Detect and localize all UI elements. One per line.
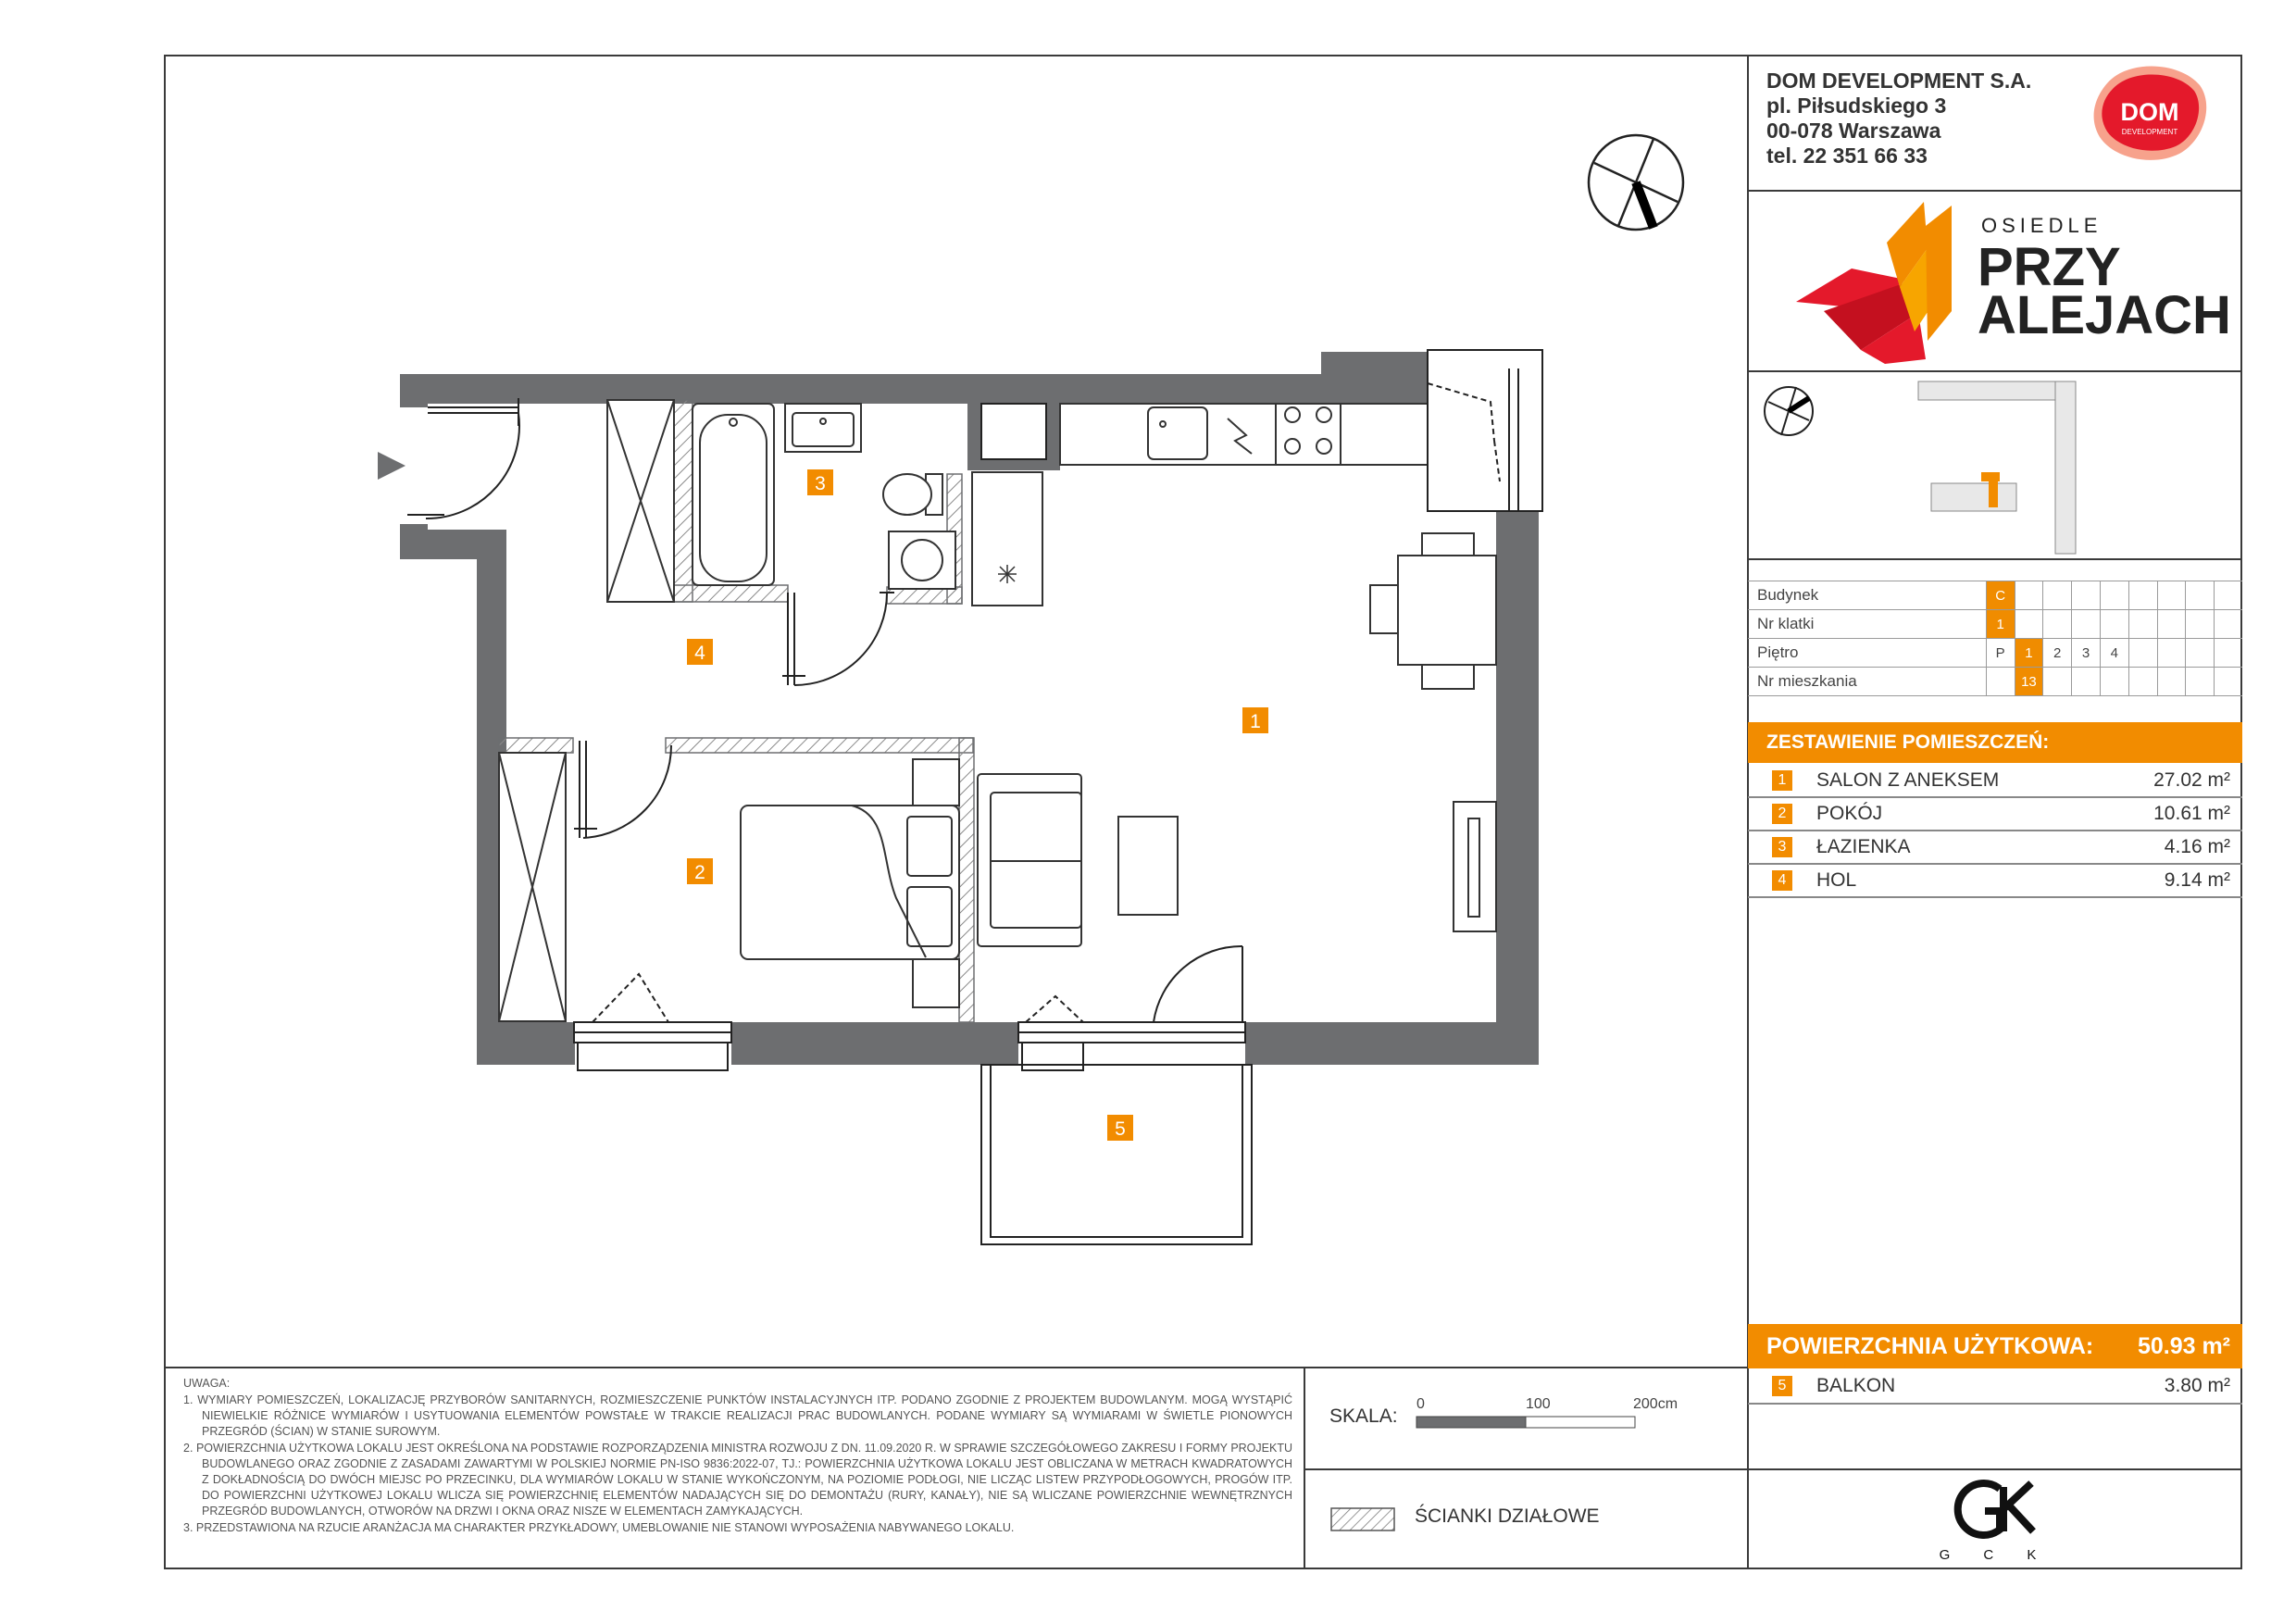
dining-table (1370, 533, 1496, 689)
info-cell (1986, 668, 2015, 696)
company-address (1766, 69, 2031, 169)
info-row (1748, 668, 2242, 696)
room-row (1748, 798, 2242, 831)
info-row-label: Nr mieszkania (1748, 668, 1986, 696)
info-cell (2043, 581, 2072, 610)
info-cell (2157, 668, 2186, 696)
info-cell (2186, 639, 2215, 668)
room-number: 4 (1772, 870, 1792, 891)
info-cell (2100, 581, 2128, 610)
company-name: DOM DEVELOPMENT S.A. (1766, 69, 2032, 93)
room-name: ŁAZIENKA (1816, 836, 1911, 857)
info-cell (2128, 668, 2157, 696)
room-marker-2-label: 2 (694, 862, 705, 883)
room-name: SALON Z ANEKSEM (1816, 769, 2000, 791)
info-cell (2128, 610, 2157, 639)
balcony-area: 3.80 m² (2164, 1375, 2230, 1396)
project-line1: OSIEDLE (1981, 214, 2103, 237)
balcony-door-window (1018, 946, 1245, 1070)
rooms-header: ZESTAWIENIE POMIESZCZEŃ: (1748, 722, 2242, 763)
info-row (1748, 639, 2242, 668)
note-item: 2. POWIERZCHNIA UŻYTKOWA LOKALU JEST OKREŚLONA NA PODSTAWIE ROZPORZĄDZENIA MINISTRA ROZWOJU Z DN. 11.09.2020 R. W SPRAWIE SZCZEGÓŁOWEGO ZAKRESU I FORMY PROJEKTU BUDOWLANEGO ORAZ ZGODNIE Z ZASADAMI ZAWARTYMI W POLSKIEJ NORMIE PN-ISO 9836:2022-07, TJ.: POWIERZCHNIA UŻYTKOWA LOKALU JEST OBLICZANA W METRACH KWADRATOWYCH Z DOKŁADNOŚCIĄ DO DWÓCH MIEJSC PO PRZECINKU, DLA WYMIARÓW LOKALU W STANIE WYKOŃCZONYM, NA POZIOMIE PODŁOGI, NIE LICZĄC LISTEW PRZYPODŁOGOWYCH, PROGÓW ITP. DO POWIERZCHNI UŻYTKOWEJ LOKALU WLICZA SIĘ POWIERZCHNIĘ ELEMENTÓW NADAJĄCYCH SIĘ DO DEMONTAŻU (RURY, KANAŁY), NIE SĄ WLICZANE POWIERZCHNIE WEWNĘTRZNYCH PRZEGRÓD BUDOWLANYCH, OTWORÓW NA DRZWI I OKNA ORAZ NISZE W ELEMENTACH ZAMYKAJĄCYCH. (183, 1442, 1292, 1518)
info-cell (2072, 581, 2101, 610)
room-marker-3-label: 3 (815, 473, 826, 494)
unit-info-table (1748, 581, 2242, 696)
gck-letters: G C K (1939, 1547, 2052, 1563)
hall-wardrobe (607, 400, 674, 602)
note-item: 3. PRZEDSTAWIONA NA RZUCIE ARANŻACJA MA CHARAKTER PRZYKŁADOWY, UMEBLOWANIE NIE STANOWI WYPOSAŻENIA NABYWANEGO LOKALU. (183, 1521, 1015, 1534)
info-cell: 2 (2043, 639, 2072, 668)
info-cell (2157, 639, 2186, 668)
coffee-table (1118, 817, 1178, 915)
info-row-label: Piętro (1748, 639, 1986, 668)
info-cell (2015, 610, 2043, 639)
info-cell (2072, 668, 2101, 696)
site-key-plan (1916, 380, 2092, 556)
bathroom-door (782, 593, 894, 685)
entrance-arrow-icon (378, 452, 406, 480)
room-row (1748, 865, 2242, 898)
room-area: 4.16 m² (2164, 836, 2230, 857)
info-cell: P (1986, 639, 2015, 668)
gck-logo (1939, 1474, 2052, 1563)
info-row (1748, 610, 2242, 639)
room-row (1748, 765, 2242, 798)
info-cell (2186, 610, 2215, 639)
info-cell (2215, 610, 2242, 639)
room-area: 27.02 m² (2153, 769, 2230, 791)
total-area-value: 50.93 m² (2137, 1333, 2230, 1359)
entrance-door (407, 398, 519, 518)
info-row-label: Nr klatki (1748, 610, 1986, 639)
room-marker-1-label: 1 (1250, 711, 1261, 732)
info-cell (2072, 610, 2101, 639)
balcony-number: 5 (1772, 1376, 1792, 1396)
tv-cabinet (1454, 802, 1496, 931)
ventilation-icon (998, 565, 1017, 583)
info-cell: 1 (1986, 610, 2015, 639)
info-cell (2043, 668, 2072, 696)
panel-rule (1748, 558, 2242, 560)
total-area-bar (1748, 1324, 2242, 1368)
scale-bar (1415, 1415, 1637, 1430)
info-row-label: Budynek (1748, 581, 1986, 610)
room-row (1748, 831, 2242, 865)
balcony-name: BALKON (1816, 1375, 1896, 1396)
rooms-list (1748, 765, 2242, 898)
scale-label: SKALA: (1329, 1405, 1398, 1427)
project-line2: PRZY (1978, 237, 2121, 297)
info-cell (2100, 610, 2128, 639)
info-cell: 4 (2100, 639, 2128, 668)
info-cell (2043, 610, 2072, 639)
info-cell (2128, 639, 2157, 668)
kitchen-window (1428, 350, 1542, 511)
balcony-row (1748, 1369, 2242, 1405)
room-marker-4-label: 4 (694, 643, 705, 664)
partition-wall-legend-label: ŚCIANKI DZIAŁOWE (1415, 1505, 1600, 1527)
footer-divider (164, 1367, 1748, 1368)
dom-logo-subtext: DEVELOPMENT (2121, 128, 2178, 136)
scale-divider (1304, 1468, 1748, 1470)
bedroom-wardrobe (499, 753, 566, 1021)
bathroom-fixtures (693, 404, 955, 589)
compass-icon (1589, 135, 1683, 230)
room-area: 9.14 m² (2164, 869, 2230, 891)
partition-wall-legend-swatch (1330, 1507, 1395, 1531)
total-area-label: POWIERZCHNIA UŻYTKOWA: (1766, 1333, 2094, 1359)
bedroom-window (574, 974, 731, 1070)
osiedle-przy-alejach-logo (1796, 202, 2231, 364)
info-cell (2215, 639, 2242, 668)
info-cell (2100, 668, 2128, 696)
company-phone: tel. 22 351 66 33 (1766, 144, 1928, 168)
sofa (978, 774, 1081, 946)
dom-logo-text: DOM (2120, 98, 2179, 126)
room-number: 3 (1772, 837, 1792, 857)
scale-tick-200: 200cm (1633, 1396, 1678, 1412)
bedroom-door (574, 741, 671, 838)
scale-tick-0: 0 (1416, 1396, 1425, 1412)
panel-rule (1748, 1468, 2242, 1470)
info-cell (2157, 610, 2186, 639)
project-line3: ALEJACH (1978, 285, 2231, 345)
info-cell: 1 (2015, 639, 2043, 668)
info-cell (2215, 668, 2242, 696)
bed (741, 759, 959, 1007)
info-row (1748, 581, 2242, 610)
info-cell: 3 (2072, 639, 2101, 668)
room-area: 10.61 m² (2153, 803, 2230, 824)
note-item: 1. WYMIARY POMIESZCZEŃ, LOKALIZACJĘ PRZYBORÓW SANITARNYCH, ROZMIESZCZENIE PUNKTÓW INSTALACYJNYCH ITP. PODANO ZGODNIE Z PROJEKTEM BUDOWLANYM. MOGĄ WYSTĄPIĆ NIEWIELKIE RÓŻNICE WYMIARÓW I USYTUOWANIA ELEMENTÓW POWSTAŁE W TRAKCIE REALIZACJI PRAC BUDOWLANYCH. PODANE WYMIARY SĄ WYMIARAMI W ŚWIETLE PIONOWYCH PRZEGRÓD (ŚCIAN) W STANIE SUROWYM. (183, 1393, 1292, 1438)
info-cell (2157, 581, 2186, 610)
room-number: 2 (1772, 804, 1792, 824)
panel-rule (1748, 190, 2242, 192)
balcony-outline (981, 1065, 1252, 1244)
room-number: 1 (1772, 770, 1792, 791)
room-name: POKÓJ (1816, 803, 1883, 824)
notes-block (183, 1376, 1292, 1537)
company-street: pl. Piłsudskiego 3 (1766, 94, 1947, 118)
room-marker-5-label: 5 (1115, 1118, 1126, 1140)
info-cell (2128, 581, 2157, 610)
info-cell (2186, 668, 2215, 696)
notes-title: UWAGA: (183, 1377, 231, 1390)
info-cell: C (1986, 581, 2015, 610)
info-cell (2015, 581, 2043, 610)
panel-rule (1748, 370, 2242, 372)
info-cell (2186, 581, 2215, 610)
dom-development-logo (2090, 65, 2209, 162)
room-name: HOL (1816, 869, 1857, 891)
site-compass-icon (1761, 383, 1816, 439)
company-city: 00-078 Warszawa (1766, 119, 1941, 143)
info-cell (2215, 581, 2242, 610)
info-cell: 13 (2015, 668, 2043, 696)
scale-tick-100: 100 (1526, 1396, 1551, 1412)
